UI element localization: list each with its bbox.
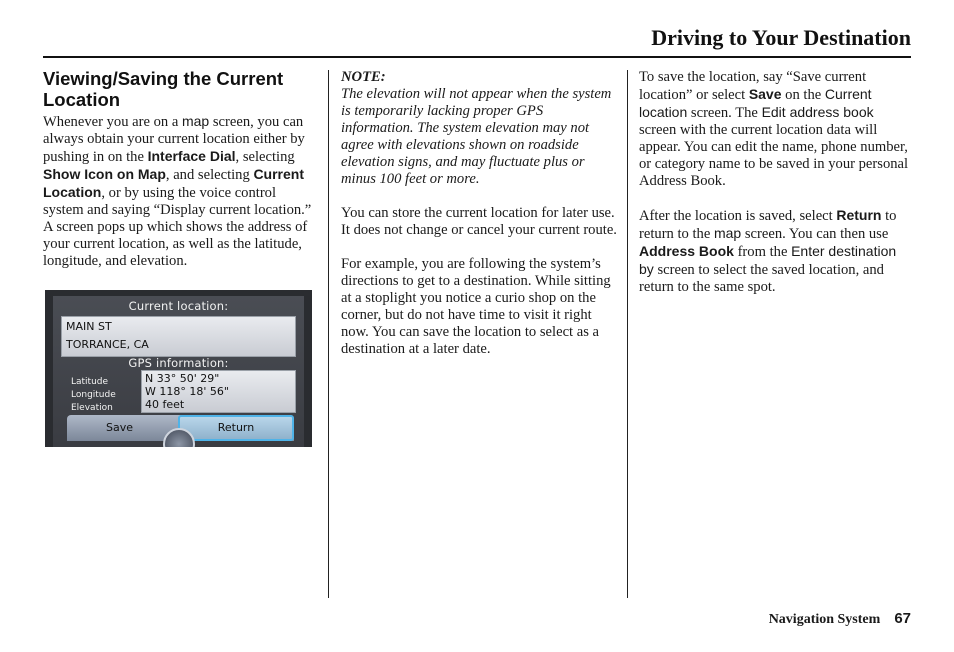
text: to return to the <box>639 208 897 242</box>
elevation-value: 40 feet <box>145 398 185 411</box>
ui-term: map <box>181 113 210 129</box>
ui-term: Current location <box>639 86 872 120</box>
ui-term: Current Location <box>43 166 304 200</box>
note-text: The elevation will not appear when the system is temporarily lacking proper GPS information. The system elevation may not agree with elevations shown on roadside elevation signs, and may fluctuate plus or minus 100 feet or more. <box>341 86 612 187</box>
ui-term: Return <box>836 207 882 223</box>
latitude-value: N 33° 50' 29" <box>145 372 220 385</box>
text: screen with the current location data will appear. You can edit the name, phone number, or category name to be saved in your personal Address Book. <box>639 122 909 189</box>
ui-term: map <box>713 225 742 241</box>
street-text: MAIN ST <box>66 320 112 333</box>
ui-term: Enter destination by <box>639 243 897 277</box>
ui-term: Save <box>748 86 782 102</box>
column-divider <box>627 70 628 598</box>
column-middle <box>341 69 617 358</box>
example-paragraph: For example, you are following the system’s directions to get to a destination. While sitting at a stoplight you notice a curio shop on the corner, but do not have time to visit it right now. You can save the location to select as a destination at a later date. <box>341 256 611 357</box>
longitude-label: Longitude <box>71 390 116 400</box>
text: Whenever you are on a <box>43 114 182 130</box>
text: After the location is saved, select <box>639 208 837 224</box>
gps-information-label: GPS information: <box>128 356 229 370</box>
text: screen. The <box>687 105 762 121</box>
title-rule <box>43 56 911 58</box>
longitude-value: W 118° 18' 56" <box>145 385 229 398</box>
ui-term: Address Book <box>639 243 734 259</box>
elevation-label: Elevation <box>71 403 113 413</box>
text: screen to select the saved location, and return to the same spot. <box>639 262 884 295</box>
return-button[interactable]: Return <box>178 415 294 441</box>
save-button[interactable]: Save <box>105 421 133 434</box>
column-right <box>639 69 911 296</box>
column-left <box>43 68 315 270</box>
column-divider <box>328 70 329 598</box>
address-box <box>61 316 296 357</box>
page-number: 67 <box>894 610 911 627</box>
ui-term: Edit address book <box>761 104 874 120</box>
ui-term: Interface Dial <box>147 148 236 164</box>
text: , selecting <box>235 149 295 165</box>
text: To save the location, say “Save current location” or select <box>639 69 867 103</box>
city-text: TORRANCE, CA <box>66 338 149 351</box>
page-title: Driving to Your Destination <box>651 25 911 50</box>
text: , and selecting <box>165 167 254 183</box>
save-instructions-paragraph <box>639 69 911 190</box>
current-location-screenshot <box>45 290 312 447</box>
current-location-label: Current location: <box>128 299 229 313</box>
gps-field-labels <box>71 376 116 415</box>
text: from the <box>733 244 792 260</box>
ui-term: Show Icon on Map <box>43 166 166 182</box>
text: screen, you can always obtain your current location either by pushing in on the <box>43 114 305 165</box>
text: , or by using the voice control system and saying “Display current location.” A screen pops up which shows the address of your current location, as well as the latitude, longitude, and elevation. <box>43 185 312 269</box>
text: screen. You can then use <box>741 226 889 242</box>
gps-values-box <box>141 370 296 413</box>
store-location-paragraph: You can store the current location for later use. It does not change or cancel your current route. <box>341 205 617 238</box>
section-heading: Viewing/Saving the Current Location <box>43 68 284 110</box>
intro-paragraph <box>43 113 315 270</box>
text: on the <box>781 87 825 103</box>
footer-label: Navigation System <box>768 612 881 627</box>
page-footer <box>769 610 911 628</box>
latitude-label: Latitude <box>71 377 109 387</box>
return-instructions-paragraph <box>639 207 911 296</box>
note-label: NOTE: <box>341 69 386 85</box>
